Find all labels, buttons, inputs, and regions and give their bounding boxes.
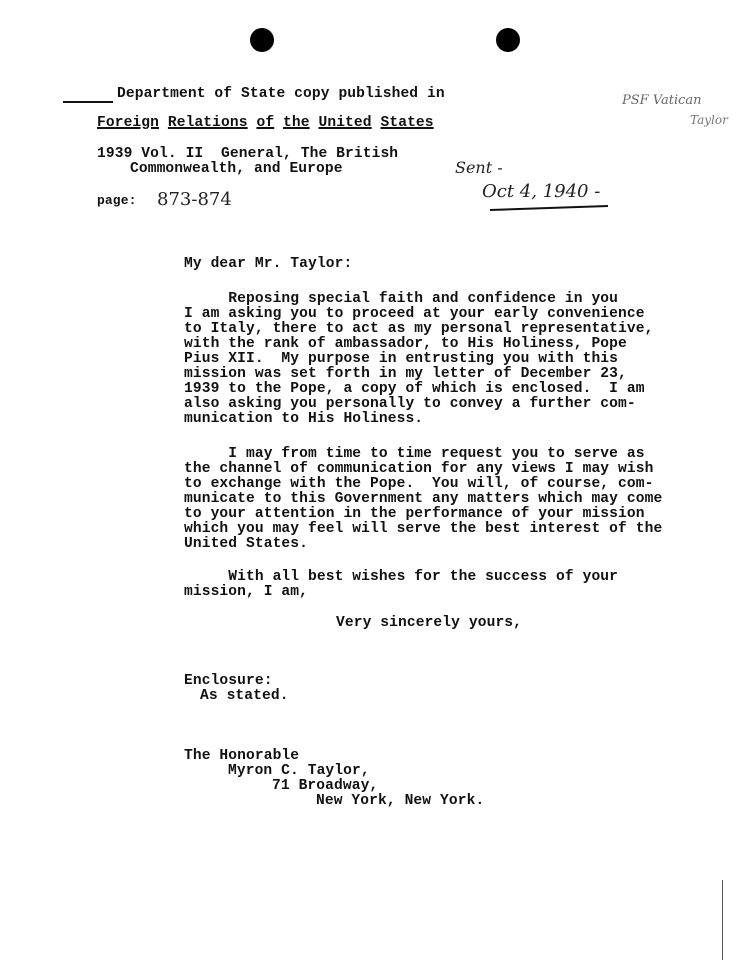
margin-note-2: Taylor: [690, 113, 728, 127]
text-line: to your attention in the performance of your mission: [184, 506, 645, 522]
text-line: to exchange with the Pope. You will, of course, com-: [184, 476, 654, 492]
text-line: with the rank of ambassador, to His Holiness, Pope: [184, 336, 627, 352]
page-label: page:: [97, 193, 137, 208]
address-line: The Honorable: [184, 748, 300, 764]
paragraph-3: [184, 570, 618, 600]
salutation: My dear Mr. Taylor:: [184, 256, 353, 272]
pub-word: Relations: [167, 115, 248, 131]
address-line: New York, New York.: [316, 793, 485, 809]
right-edge-mark: [722, 880, 723, 960]
date-underline: [490, 205, 608, 211]
text-line: United States.: [184, 536, 309, 552]
text-line: Pius XII. My purpose in entrusting you with this: [184, 351, 619, 367]
enclosure-label: Enclosure:: [184, 673, 273, 689]
punch-hole-right: [496, 28, 520, 52]
paragraph-1: [184, 292, 653, 427]
pub-word: United: [318, 115, 372, 131]
text-line: Reposing special faith and confidence in you: [184, 291, 619, 307]
sent-note: Sent -: [455, 158, 503, 177]
closing: Very sincerely yours,: [336, 615, 523, 631]
text-line: which you may feel will serve the best interest of the: [184, 521, 663, 537]
text-line: the channel of communication for any views I may wish: [184, 461, 654, 477]
text-line: I am asking you to proceed at your early convenience: [184, 306, 645, 322]
sent-date: Oct 4, 1940 -: [482, 181, 601, 202]
margin-note-1: PSF Vatican: [622, 93, 702, 108]
address-line: Myron C. Taylor,: [228, 763, 370, 779]
address-line: 71 Broadway,: [272, 778, 379, 794]
volume-line-2: Commonwealth, and Europe: [130, 161, 343, 177]
pub-word: States: [380, 115, 434, 131]
text-line: mission was set forth in my letter of December 23,: [184, 366, 627, 382]
text-line: With all best wishes for the success of your: [184, 569, 619, 585]
pub-word: Foreign: [97, 115, 160, 131]
header-dash: [63, 101, 113, 103]
enclosure-value: As stated.: [200, 688, 289, 704]
text-line: munication to His Holiness.: [184, 411, 424, 427]
text-line: mission, I am,: [184, 584, 309, 600]
paragraph-2: [184, 447, 662, 552]
pub-word: the: [283, 115, 310, 131]
text-line: I may from time to time request you to serve as: [184, 446, 645, 462]
header-line: Department of State copy published in: [117, 86, 445, 102]
pub-word: of: [256, 115, 275, 131]
page-value: 873-874: [157, 189, 232, 210]
text-line: 1939 to the Pope, a copy of which is enclosed. I am: [184, 381, 645, 397]
text-line: to Italy, there to act as my personal representative,: [184, 321, 654, 337]
punch-hole-left: [250, 28, 274, 52]
publication-title: [97, 116, 434, 131]
text-line: municate to this Government any matters which may come: [184, 491, 663, 507]
text-line: also asking you personally to convey a further com-: [184, 396, 636, 412]
volume-line-1: 1939 Vol. II General, The British: [97, 146, 399, 162]
